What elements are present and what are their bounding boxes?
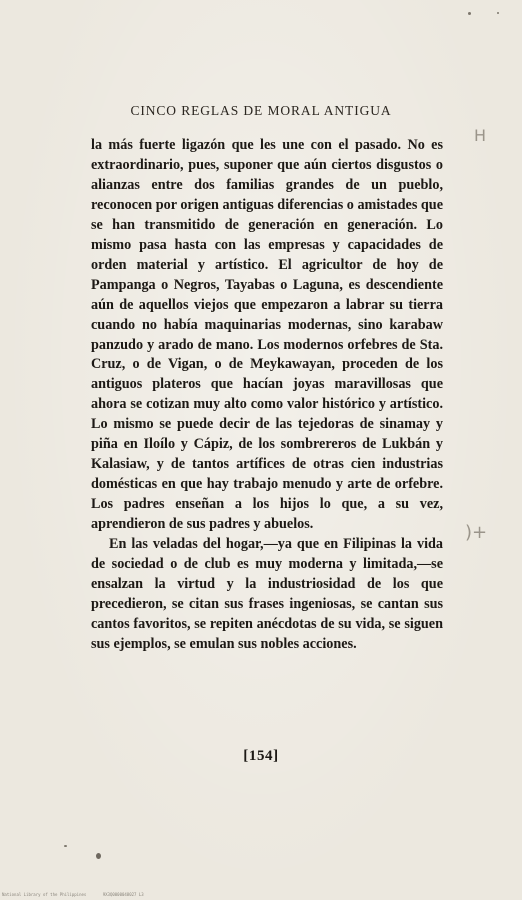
paragraph: En las veladas del hogar,—ya que en Filipinas la vida de sociedad o de club es muy moderna y limitada,—se ensalzan la virtud y la industriosidad de los que precedieron, se citan sus frases ingeniosas, se cantan sus cantos favoritos, se repiten anécdotas de su vida, se siguen sus ejemplos, se emulan sus nobles acciones. [91, 536, 443, 652]
running-head-title: CINCO REGLAS DE MORAL ANTIGUA [130, 103, 392, 118]
paragraph: la más fuerte ligazón que les une con el pasado. No es extraordinario, pues, suponer que aún ciertos disgustos o alianzas entre dos familias grandes de un pueblo, reconocen por origen antiguas diferencias o amistades que se han transmitido de generación en generación. Lo mismo pasa hasta con las empresas y capacidades de orden material y artístico. El agricultor de hoy de Pampanga o Negros, Tayabas o Laguna, es descendiente aún de aquellos viejos que empezaron a labrar su tierra cuando no había maquinarias modernas, sino karabaw panzudo y arado de mano. Los modernos orfebres de Sta. Cruz, o de Vigan, o de Meykawayan, proceden de los antiguos plateros que hacían joyas maravillosas que ahora se cotizan muy alto como valor histórico y artístico. Lo mismo se puede decir de las tejedoras de sinamay y piña en Iloílo y Cápiz, de los sombrereros de Lukbán y Kalasiaw, y de tantos artífices de otras cien industrias domésticas en que hay trabajo menudo y arte de orfebre. Los padres enseñan a los hijos lo que, a su vez, aprendieron de sus padres y abuelos. [91, 137, 443, 533]
ink-speck [468, 12, 471, 15]
page-number: [154] [243, 748, 279, 764]
ink-speck [96, 853, 101, 859]
scan-footer [2, 892, 144, 897]
scan-credit: National Library of the Philippines [2, 892, 87, 897]
pencil-margin-mark: H [474, 126, 487, 145]
ink-speck [497, 12, 499, 14]
ink-speck [64, 845, 67, 847]
pencil-margin-mark: )+ [465, 522, 488, 543]
scan-id: 9X3Q0000048027 L3 [102, 892, 144, 897]
body-text [91, 136, 443, 655]
